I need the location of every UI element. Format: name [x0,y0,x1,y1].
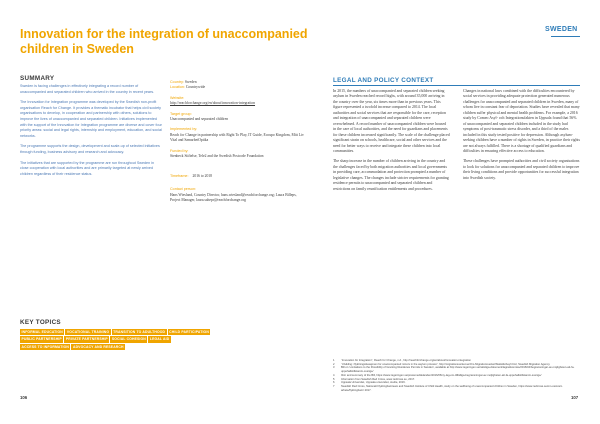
topic-chip: INFORMAL EDUCATION [21,330,63,334]
topic-chip: PRIVATE PARTNERSHIP [65,337,108,342]
legal-heading-rule [333,85,580,86]
legal-paragraph: Changes in national laws combined with the difficulties encountered by social services in providing adequate protection generated numerous challenges for unaccompanied and separated children in Sweden, many of whom live in constant fear of deportation. Studies have revealed that many children suffer physical and mental health problems. For example, a 2016 study by Comeo Asyl- och Integrationsfakten in Uppsala found that 56% of unaccompanied and separated children included in the study had symptoms of post-traumatic stress disorder, and a third of the males included in this study tested positive for depression. Although asylum-seeking children have a number of rights in Sweden, in practice their rights are not always fulfilled. There is a shortage of qualified guardians and difficulties in ensuring effective access to education. [463,89,581,153]
timeframe-info [170,164,305,182]
legal-heading: LEGAL AND POLICY CONTEXT [333,77,434,84]
key-topics-heading: KEY TOPICS [20,319,61,326]
legal-paragraph: In 2015, the numbers of unaccompanied and separated children seeking asylum in Sweden reached record highs, with around 35,000 arriving in the country over the year, six times more than in previous years. This figure represented a twofold increase compared to 2014. The local authorities and social services that are responsible for the care, reception and integration of unaccompanied and separated children were overwhelmed. A record number of unaccompanied children were housed in the care of local authorities, and the need for guardians and placements for these children increased significantly. The scale of the challenge placed significant strain on schools, healthcare, social and other services and the need for better ways to receive and integrate these children into local communities. [333,89,450,153]
topic-chip: VOCATIONAL TRAINING [66,330,110,334]
footnote-number: 3 [333,366,335,370]
topic-chip: CHILD PARTICIPATION [169,330,209,334]
country-info [170,80,305,91]
summary-section [20,75,162,182]
contact-info [170,187,305,203]
summary-paragraph: The initiatives that are supported by the programme are run throughout Sweden in close cooperation with local authorities and are primarily targeted at newly arrived children regardless of their residence status. [20,160,155,176]
topic-chip: LEGAL AID [149,337,170,342]
footnote-number: 7 [333,384,335,388]
page-title: Innovation for the integration of unaccompanied children in Sweden [20,27,308,56]
funded-by-label: Funded by: [170,148,189,153]
summary-heading: SUMMARY [20,75,55,82]
footnote-text: “Innovation for Integration”, Reach for Change, n.d., http://reachforchange.org/en/about/innovation-integration [341,359,471,362]
target-group-info [170,112,305,123]
footnote-number: 2 [333,362,335,366]
target-group-value: Unaccompanied and separated children [170,117,229,122]
implemented-by-info [170,127,305,143]
website-label: Website: [170,95,185,100]
target-group-label: Target group: [170,111,192,116]
legal-column-1 [333,89,450,197]
footnote-text: Swedish Red Cross, Nationalt Flyktingbarnteam and Swedish Institute of Child Health, study on the wellbeing of unaccompanied children in Sweden, https://www.redcross.se/om-oss/vart-arbete/flyktingbarn/ 2017. [341,384,563,392]
timeframe-label: Timeframe: [170,174,189,179]
website-info [170,96,305,107]
location-label: Location: [170,85,185,90]
page-number-left: 106 [20,395,28,400]
country-tag-underline [551,36,580,37]
footnote-text: “Utvikling i flyktningsituasjonen for unaccompanied minors in the asylum process”, http://migrationsverket.se/Om-Migrationsverket/Statistik/Asyl.html, Swedish Migration Agency. [341,362,551,366]
footnote-number: 5 [333,377,335,381]
funded-by-value: Stenbeck Stiftelse, Tele2 and the Swedish Postcode Foundation [170,154,264,159]
footnote-number: 6 [333,381,335,385]
footnotes [333,359,580,392]
footnote-text: Bill on ‘Limitations to the Possibility of Granting Residence Permits in Sweden’, available at http://www.regeringen.se/rattsliga-dokument/lagradsremiss/2016/04/begransningar-av-mojligheten-att-fa-uppehallstillstand-i-sverige/ [341,366,575,374]
country-tag: SWEDEN [545,26,578,33]
timeframe-value: 2016 to 2018 [192,174,212,179]
key-topics-chips [20,329,220,351]
contact-label: Contact person: [170,187,197,192]
footnote-number: 1 [333,359,335,362]
footnote [333,366,580,373]
topic-chip: SOCIAL COHESION [111,337,146,342]
legal-paragraph: These challenges have prompted authorities and civil society organisations to look for solutions for unaccompanied and separated children to improve their living conditions and provide opportunities for successful integration into Swedish society. [463,159,580,180]
summary-paragraph: The programme supports the design, development and scale-up of selected initiatives through funding, business advisory and research and advocacy. [20,144,160,154]
topic-chip: PUBLIC PARTNERSHIP [21,337,62,342]
key-topics-section [20,319,220,351]
country-value: Sweden [184,80,197,84]
implemented-by-label: Implemented by: [170,127,198,132]
topic-chip: ACCESS TO INFORMATION [21,344,69,349]
country-label: Country: [170,80,184,84]
funded-by-info [170,149,305,160]
footnote-text: Uppsala Universitet, Uppsala universitet, studie, 2016. [341,381,406,385]
footnote-text: Ibid. and summary of the Bill, https://www.regeringen.se/pressmeddelanden/2016/06/ny-lag-om-tillfalliga-begransningar-av-mojligheten-att-fa-uppehallstillstand-i-sverige/ [341,373,542,377]
contact-value: Hans Wiesland, Country Director, hans.wiesland@reachforchange.org; Laura Billeps, Project Manager, laura.sahepr@reachforchange.org [170,192,297,203]
project-info [170,80,305,209]
footnote [333,385,580,392]
legal-column-2 [463,89,580,186]
location-value: Countrywide [185,85,206,90]
topic-chip: TRANSITION TO ADULTHOOD [113,330,166,334]
topic-chip: ADVOCACY AND RESEARCH [72,344,124,349]
page-number-right: 107 [571,395,579,400]
implemented-by-value: Reach for Change in partnership with Right To Play, IT Guide, Ecoupo Kingdom, Mitt Liv Vital and SamarbetOptika [170,132,304,143]
summary-paragraph: Sweden is facing challenges in effectively integrating a record number of unaccompanied and separated children who arrived in the country in recent years. [20,84,155,94]
legal-paragraph: The sharp increase in the number of children arriving in the country and the challenges faced by both migration authorities and local governments in providing care, accommodation and protection prompted a number of legislative changes. The changes include stricter requirements for granting residence permits to unaccompanied and separated children and restrictions on family reunification entitlements and procedures. [333,159,449,191]
footnote-text: Information from Swedish Red Cross, www.redcross.se, 2017. [341,377,415,381]
website-link[interactable]: http://reachforchange.org/en/about/innovation-integration [170,101,256,106]
footnote-number: 4 [333,373,335,377]
summary-paragraph: The Innovation for Integration programme was developed by the Swedish non-profit organisation Reach for Change. It provides a thematic incubator that helps civil society organisations to develop, in cooperation and partnership with others, solutions to improve the lives of unaccompanied and separated children. Initiatives implemented with the support of the Innovation for Integration programme are diverse and cover four priority areas: social and legal rights, internship and employment, education, and social networks. [20,100,162,138]
